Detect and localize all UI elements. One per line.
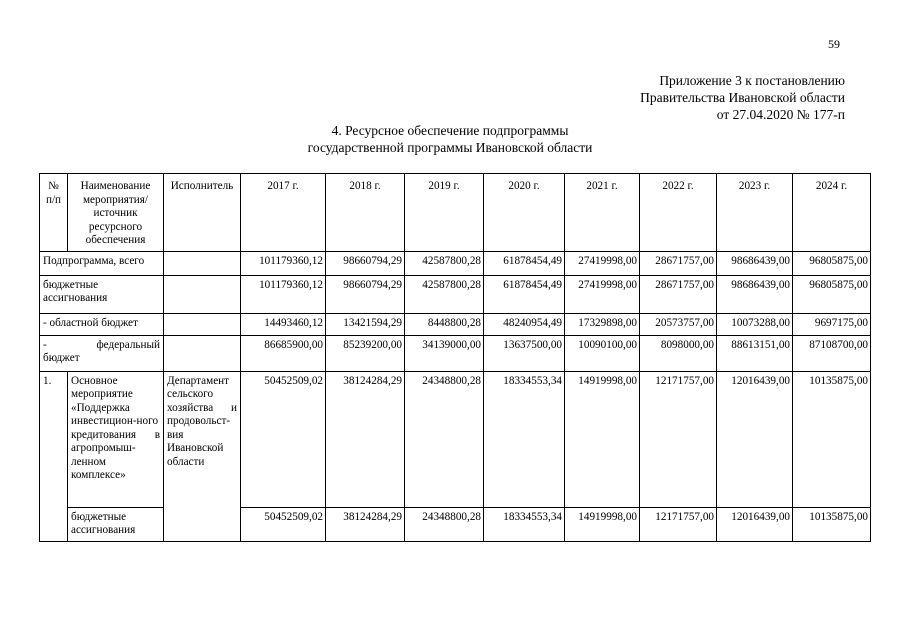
table-row-subprogram-total bbox=[40, 251, 871, 275]
value-cell: 98686439,00 bbox=[717, 251, 793, 275]
table-header-row bbox=[40, 174, 871, 252]
value-cell: 12171757,00 bbox=[640, 507, 717, 541]
measure-executor: Департамент сельского хозяйства и продовольст-вия Ивановской области bbox=[164, 371, 241, 541]
label-rest: бюджет bbox=[43, 352, 80, 364]
header-executor: Исполнитель bbox=[164, 174, 241, 252]
value-cell: 13421594,29 bbox=[326, 313, 405, 335]
executor-cell bbox=[164, 251, 241, 275]
table-row-main-measure bbox=[40, 371, 871, 507]
value-cell: 14919998,00 bbox=[565, 371, 640, 507]
measure-num: 1. bbox=[40, 371, 68, 541]
value-cell: 27419998,00 bbox=[565, 275, 640, 313]
header-year: 2023 г. bbox=[717, 174, 793, 252]
row-label: бюджетные ассигнования bbox=[40, 275, 164, 313]
title-line: 4. Ресурсное обеспечение подпрограммы bbox=[331, 123, 569, 138]
value-cell: 10073288,00 bbox=[717, 313, 793, 335]
appendix-line: Правительства Ивановской области bbox=[640, 90, 845, 105]
header-year: 2018 г. bbox=[326, 174, 405, 252]
header-year: 2017 г. bbox=[241, 174, 326, 252]
header-year: 2021 г. bbox=[565, 174, 640, 252]
value-cell: 17329898,00 bbox=[565, 313, 640, 335]
value-cell: 9697175,00 bbox=[793, 313, 871, 335]
header-name: Наименование мероприятия/ источник ресурсного обеспечения bbox=[68, 174, 164, 252]
value-cell: 101179360,12 bbox=[241, 251, 326, 275]
executor-cell bbox=[164, 275, 241, 313]
value-cell: 27419998,00 bbox=[565, 251, 640, 275]
appendix-line: от 27.04.2020 № 177-п bbox=[716, 107, 845, 122]
value-cell: 28671757,00 bbox=[640, 275, 717, 313]
table-row-federal-budget bbox=[40, 335, 871, 371]
measure-name: Основное мероприятие «Поддержка инвестицион-ного кредитования в агропромыш-ленном комплексе» bbox=[68, 371, 164, 507]
value-cell: 24348800,28 bbox=[405, 507, 484, 541]
value-cell: 18334553,34 bbox=[484, 507, 565, 541]
value-cell: 50452509,02 bbox=[241, 371, 326, 507]
value-cell: 8098000,00 bbox=[640, 335, 717, 371]
table-row-budget-allocations bbox=[40, 275, 871, 313]
title-line: государственной программы Ивановской области bbox=[307, 140, 593, 155]
row-label bbox=[40, 335, 164, 371]
label-word: федеральный bbox=[96, 338, 160, 351]
value-cell: 38124284,29 bbox=[326, 507, 405, 541]
value-cell: 98686439,00 bbox=[717, 275, 793, 313]
value-cell: 61878454,49 bbox=[484, 251, 565, 275]
value-cell: 14919998,00 bbox=[565, 507, 640, 541]
document-title bbox=[200, 122, 700, 156]
value-cell: 10135875,00 bbox=[793, 507, 871, 541]
value-cell: 85239200,00 bbox=[326, 335, 405, 371]
value-cell: 96805875,00 bbox=[793, 251, 871, 275]
value-cell: 96805875,00 bbox=[793, 275, 871, 313]
value-cell: 48240954,49 bbox=[484, 313, 565, 335]
label-dash: - bbox=[43, 338, 47, 351]
value-cell: 42587800,28 bbox=[405, 275, 484, 313]
header-year: 2022 г. bbox=[640, 174, 717, 252]
value-cell: 12016439,00 bbox=[717, 371, 793, 507]
header-year: 2019 г. bbox=[405, 174, 484, 252]
value-cell: 61878454,49 bbox=[484, 275, 565, 313]
row-label: Подпрограмма, всего bbox=[40, 251, 164, 275]
value-cell: 10090100,00 bbox=[565, 335, 640, 371]
value-cell: 38124284,29 bbox=[326, 371, 405, 507]
value-cell: 18334553,34 bbox=[484, 371, 565, 507]
row-label: бюджетные ассигнования bbox=[68, 507, 164, 541]
value-cell: 13637500,00 bbox=[484, 335, 565, 371]
resource-table bbox=[39, 173, 871, 542]
value-cell: 24348800,28 bbox=[405, 371, 484, 507]
executor-cell bbox=[164, 335, 241, 371]
value-cell: 50452509,02 bbox=[241, 507, 326, 541]
value-cell: 28671757,00 bbox=[640, 251, 717, 275]
table-row-regional-budget bbox=[40, 313, 871, 335]
header-num: № п/п bbox=[40, 174, 68, 252]
header-year: 2020 г. bbox=[484, 174, 565, 252]
value-cell: 88613151,00 bbox=[717, 335, 793, 371]
value-cell: 86685900,00 bbox=[241, 335, 326, 371]
value-cell: 14493460,12 bbox=[241, 313, 326, 335]
appendix-block bbox=[640, 72, 845, 123]
value-cell: 8448800,28 bbox=[405, 313, 484, 335]
page-number: 59 bbox=[828, 37, 840, 51]
value-cell: 101179360,12 bbox=[241, 275, 326, 313]
value-cell: 12171757,00 bbox=[640, 371, 717, 507]
row-label: - областной бюджет bbox=[40, 313, 164, 335]
value-cell: 20573757,00 bbox=[640, 313, 717, 335]
value-cell: 87108700,00 bbox=[793, 335, 871, 371]
value-cell: 34139000,00 bbox=[405, 335, 484, 371]
header-year: 2024 г. bbox=[793, 174, 871, 252]
value-cell: 98660794,29 bbox=[326, 275, 405, 313]
value-cell: 98660794,29 bbox=[326, 251, 405, 275]
appendix-line: Приложение 3 к постановлению bbox=[659, 73, 845, 88]
value-cell: 12016439,00 bbox=[717, 507, 793, 541]
value-cell: 10135875,00 bbox=[793, 371, 871, 507]
value-cell: 42587800,28 bbox=[405, 251, 484, 275]
executor-cell bbox=[164, 313, 241, 335]
